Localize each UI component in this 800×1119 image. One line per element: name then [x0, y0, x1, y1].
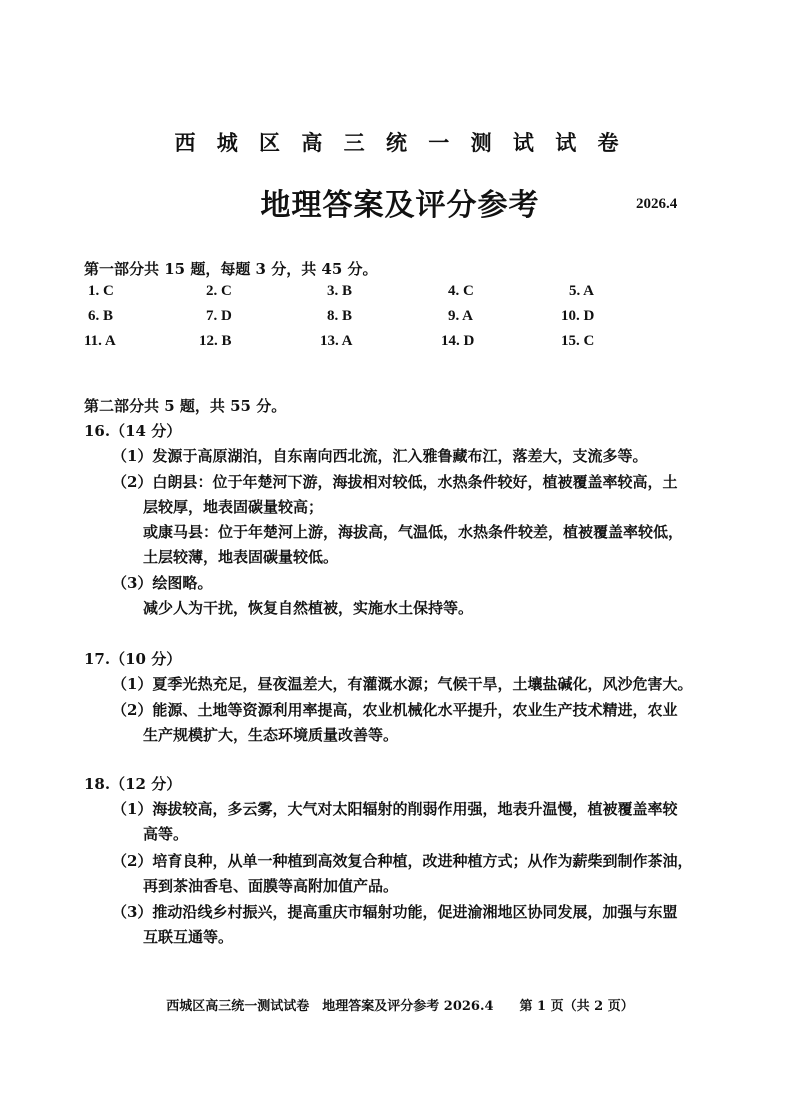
answer-key-title: 地理答案及评分参考 [260, 188, 540, 223]
answer-line: （3）绘图略。 [112, 574, 213, 592]
answer-line: 生产规模扩大，生态环境质量改善等。 [143, 726, 399, 744]
answer-item: 3. B [327, 283, 353, 299]
answer-item: 5. A [569, 283, 595, 299]
answer-item: 11. A [84, 333, 116, 349]
exam-date: 2026.4 [636, 196, 678, 212]
answer-line: （2）白朗县：位于年楚河下游，海拔相对较低，水热条件较好，植被覆盖率较高，土 [112, 473, 678, 491]
answer-item: 14. D [441, 333, 475, 349]
answer-item: 12. B [199, 333, 232, 349]
answer-line: 或康马县：位于年楚河上游，海拔高，气温低，水热条件较差，植被覆盖率较低， [143, 523, 684, 541]
answer-item: 6. B [88, 308, 114, 324]
answer-item: 10. D [561, 308, 595, 324]
exam-title: 西 城 区 高 三 统 一 测 试 试 卷 [174, 130, 626, 155]
answer-item: 7. D [206, 308, 232, 324]
answer-item: 9. A [448, 308, 474, 324]
question-17-label: 17.（10 分） [84, 650, 182, 668]
answer-line: 互联互通等。 [143, 928, 234, 946]
answer-line: 层较厚，地表固碳量较高； [143, 498, 324, 516]
answer-item: 13. A [320, 333, 353, 349]
answer-line: （2）能源、土地等资源利用率提高，农业机械化水平提升，农业生产技术精进，农业 [112, 701, 678, 719]
question-18-label: 18.（12 分） [84, 775, 182, 793]
part2-heading: 第二部分共 5 题，共 55 分。 [84, 397, 287, 415]
answer-line: 减少人为干扰，恢复自然植被，实施水土保持等。 [143, 599, 474, 617]
answer-item: 4. C [448, 283, 474, 299]
answer-line: 再到茶油香皂、面膜等高附加值产品。 [143, 877, 399, 895]
answer-line: （1）发源于高原湖泊，自东南向西北流，汇入雅鲁藏布江，落差大，支流多等。 [112, 447, 648, 465]
answer-line: （2）培育良种，从单一种植到高效复合种植，改进种植方式；从作为薪柴到制作茶油， [112, 852, 693, 870]
answer-line: 土层较薄，地表固碳量较低。 [143, 548, 339, 566]
answer-item: 15. C [561, 333, 595, 349]
answer-item: 8. B [327, 308, 353, 324]
answer-line: （3）推动沿线乡村振兴，提高重庆市辐射功能，促进渝湘地区协同发展，加强与东盟 [112, 903, 678, 921]
answer-item: 1. C [88, 283, 114, 299]
answer-line: （1）海拔较高，多云雾，大气对太阳辐射的削弱作用强，地表升温慢，植被覆盖率较 [112, 800, 678, 818]
answer-item: 2. C [206, 283, 232, 299]
part1-heading: 第一部分共 15 题，每题 3 分，共 45 分。 [84, 260, 378, 278]
page-footer: 西城区高三统一测试试卷 地理答案及评分参考 2026.4 第 1 页（共 2 页） [166, 999, 634, 1014]
question-16-label: 16.（14 分） [84, 422, 182, 440]
answer-line: （1）夏季光热充足，昼夜温差大，有灌溉水源；气候干旱，土壤盐碱化，风沙危害大。 [112, 675, 693, 693]
answer-line: 高等。 [143, 825, 189, 843]
